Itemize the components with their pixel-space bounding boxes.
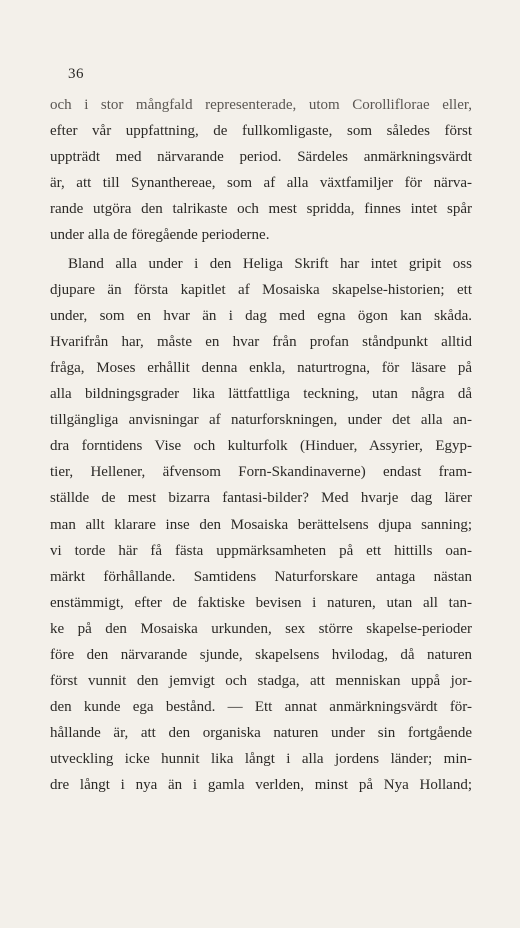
text-line: uppträdt med närvarande period. Särdeles anmärkningsvärdt bbox=[50, 149, 472, 166]
text-line: man allt klarare inse den Mosaiska berättelsens djupa sanning; bbox=[50, 516, 472, 533]
text-line: först vunnit den jemvigt och stadga, att menniskan uppå jor- bbox=[50, 673, 472, 690]
text-line: märkt förhållande. Samtidens Naturforskare antaga nästan bbox=[50, 568, 472, 585]
body-text bbox=[50, 92, 472, 799]
text-line: under alla de föregående perioderne. bbox=[50, 227, 270, 244]
page-number: 36 bbox=[68, 66, 84, 82]
text-line: utveckling icke hunnit lika långt i alla jordens länder; min- bbox=[50, 751, 472, 768]
paragraph-1 bbox=[50, 92, 472, 249]
text-line: är, att till Synanthereae, som af alla växtfamiljer för närva- bbox=[50, 175, 472, 192]
text-line: enstämmigt, efter de faktiske bevisen i naturen, utan all tan- bbox=[50, 594, 472, 611]
text-line: tier, Hellener, äfvensom Forn-Skandinaverne) endast fram- bbox=[50, 464, 472, 481]
paragraph-2 bbox=[50, 251, 472, 799]
text-line: rande utgöra den talrikaste och mest spridda, finnes intet spår bbox=[50, 201, 472, 218]
text-line: vi torde här få fästa uppmärksamheten på ett hittills oan- bbox=[50, 542, 472, 559]
text-line: Bland alla under i den Heliga Skrift har intet gripit oss bbox=[68, 255, 472, 272]
text-line: Hvarifrån har, måste en hvar från profan ståndpunkt alltid bbox=[50, 333, 472, 350]
text-line: under, som en hvar än i dag med egna ögon kan skåda. bbox=[50, 307, 472, 324]
text-line: tillgängliga anvisningar af naturforskningen, under det alla an- bbox=[50, 412, 472, 429]
text-line: djupare än första kapitlet af Mosaiska skapelse-historien; ett bbox=[50, 281, 472, 298]
text-line: efter vår uppfattning, de fullkomligaste, som således först bbox=[50, 123, 472, 140]
text-line: dre långt i nya än i gamla verlden, minst på Nya Holland; bbox=[50, 777, 472, 794]
text-line: ställde de mest bizarra fantasi-bilder? Med hvarje dag lärer bbox=[50, 490, 472, 507]
text-line: ke på den Mosaiska urkunden, sex större skapelse-perioder bbox=[50, 620, 472, 637]
text-line: och i stor mångfald representerade, utom Corolliflorae eller, bbox=[50, 97, 472, 113]
text-line: alla bildningsgrader lika lättfattliga teckning, utan några då bbox=[50, 386, 472, 403]
text-line: den kunde ega bestånd. — Ett annat anmärkningsvärdt för- bbox=[50, 699, 472, 716]
text-line: fråga, Moses erhållit denna enkla, naturtrogna, för läsare på bbox=[50, 359, 472, 376]
text-line: dra forntidens Vise och kulturfolk (Hinduer, Assyrier, Egyp- bbox=[50, 438, 472, 455]
text-line: före den närvarande sjunde, skapelsens hvilodag, då naturen bbox=[50, 646, 472, 663]
text-line: hållande är, att den organiska naturen under sin fortgående bbox=[50, 725, 472, 742]
